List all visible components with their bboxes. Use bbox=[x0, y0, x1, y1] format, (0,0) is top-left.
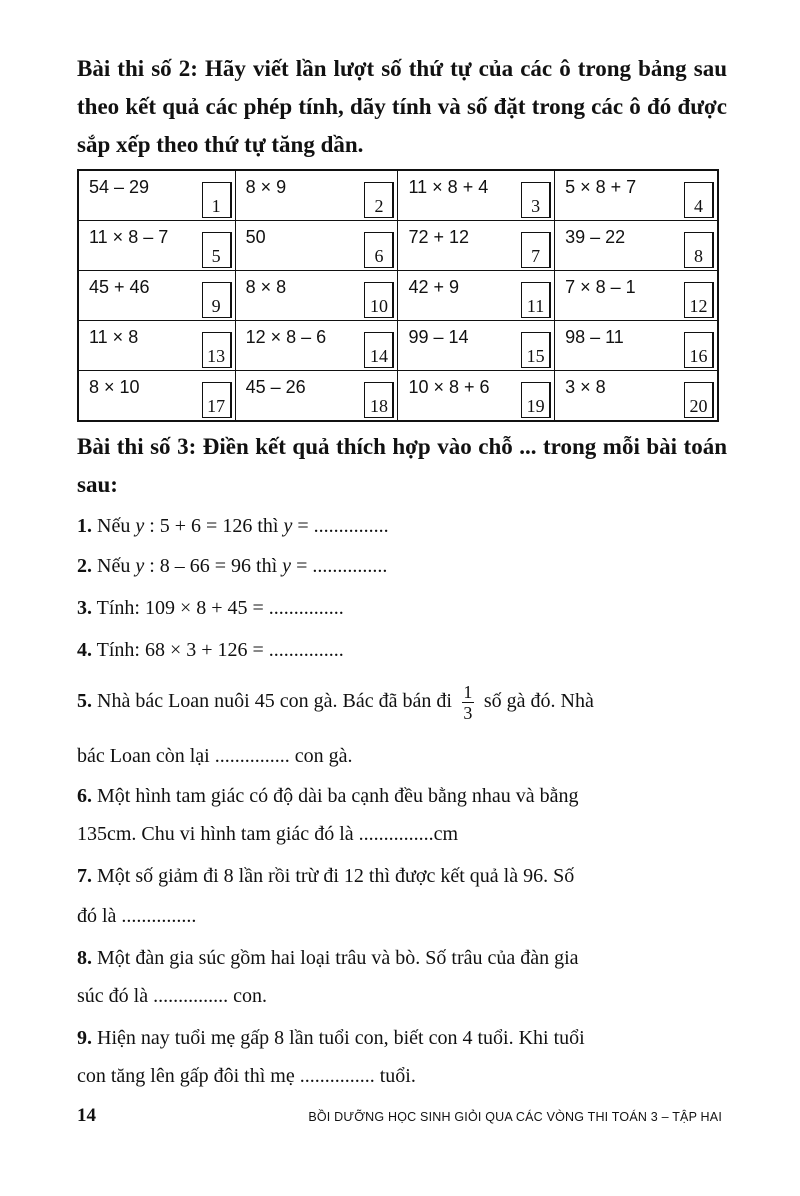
table-cell bbox=[398, 221, 555, 271]
page-footer bbox=[77, 1105, 722, 1127]
cell-order-number: 19 bbox=[521, 382, 551, 418]
table-cell bbox=[555, 321, 718, 371]
cell-order-number: 5 bbox=[202, 232, 232, 268]
cell-order-number: 16 bbox=[684, 332, 714, 368]
table-cell bbox=[555, 371, 718, 422]
problem-text: Một hình tam giác có độ dài ba cạnh đều bằng nhau và bằng bbox=[92, 785, 579, 807]
answer-blank: = ............... bbox=[292, 515, 389, 537]
cell-order-number: 8 bbox=[684, 232, 714, 268]
section-3-heading: Bài thi số 3: Điền kết quả thích hợp vào chỗ ... trong mỗi bài toán sau: bbox=[77, 434, 727, 497]
answer-blank: = ............... bbox=[291, 555, 388, 577]
table-row bbox=[78, 371, 718, 422]
table-cell bbox=[235, 170, 398, 221]
problem-number: 2. bbox=[77, 555, 92, 577]
cell-order-number: 20 bbox=[684, 382, 714, 418]
table-cell bbox=[235, 271, 398, 321]
cell-order-number: 9 bbox=[202, 282, 232, 318]
cell-expression: 8 × 9 bbox=[245, 177, 287, 197]
cell-order-number: 15 bbox=[521, 332, 551, 368]
problem-2 bbox=[77, 548, 722, 584]
expression-table bbox=[77, 169, 719, 422]
table-cell bbox=[398, 271, 555, 321]
problem-text: Một số giảm đi 8 lần rồi trừ đi 12 thì được kết quả là 96. Số bbox=[92, 865, 575, 887]
cell-expression: 11 × 8 – 7 bbox=[89, 227, 169, 247]
table-cell bbox=[235, 221, 398, 271]
problem-5-line-1 bbox=[77, 682, 722, 723]
problem-3 bbox=[77, 590, 722, 626]
cell-expression: 12 × 8 – 6 bbox=[245, 327, 327, 347]
problem-8-line-2: súc đó là ............... con. bbox=[77, 985, 267, 1007]
table-cell bbox=[398, 321, 555, 371]
problem-4 bbox=[77, 632, 722, 668]
cell-order-number: 13 bbox=[202, 332, 232, 368]
expression-table-body bbox=[78, 170, 718, 421]
cell-order-number: 3 bbox=[521, 182, 551, 218]
table-cell bbox=[78, 271, 235, 321]
cell-order-number: 18 bbox=[364, 382, 394, 418]
problem-7-line-2: đó là ............... bbox=[77, 905, 197, 927]
cell-expression: 8 × 8 bbox=[245, 277, 287, 297]
cell-expression: 99 – 14 bbox=[408, 327, 469, 347]
problem-text: Nếu bbox=[92, 515, 136, 537]
table-cell bbox=[398, 371, 555, 422]
fraction-numerator: 1 bbox=[463, 682, 473, 702]
problem-text: số gà đó. Nhà bbox=[483, 690, 594, 713]
cell-order-number: 4 bbox=[684, 182, 714, 218]
cell-expression: 10 × 8 + 6 bbox=[408, 377, 490, 397]
table-row bbox=[78, 321, 718, 371]
cell-expression: 42 + 9 bbox=[408, 277, 460, 297]
problem-text: Nhà bác Loan nuôi 45 con gà. Bác đã bán đi bbox=[92, 690, 452, 713]
problem-6-line-1 bbox=[77, 778, 722, 814]
table-cell bbox=[78, 221, 235, 271]
table-row bbox=[78, 221, 718, 271]
cell-expression: 5 × 8 + 7 bbox=[565, 177, 637, 197]
problem-7-line-1 bbox=[77, 858, 722, 894]
table-cell bbox=[555, 271, 718, 321]
table-cell bbox=[555, 170, 718, 221]
cell-expression: 39 – 22 bbox=[565, 227, 626, 247]
problem-number: 8. bbox=[77, 947, 92, 969]
table-cell bbox=[78, 321, 235, 371]
problem-1 bbox=[77, 508, 722, 544]
cell-order-number: 7 bbox=[521, 232, 551, 268]
problem-text: : 5 + 6 = 126 thì bbox=[144, 515, 284, 537]
fraction-one-third bbox=[462, 682, 474, 723]
table-row bbox=[78, 271, 718, 321]
cell-order-number: 10 bbox=[364, 282, 394, 318]
variable-y: y bbox=[283, 515, 293, 537]
cell-expression: 50 bbox=[245, 227, 266, 247]
cell-expression: 11 × 8 bbox=[89, 327, 139, 347]
cell-expression: 45 + 46 bbox=[89, 277, 150, 297]
cell-expression: 72 + 12 bbox=[408, 227, 470, 247]
page-number: 14 bbox=[77, 1105, 96, 1126]
problem-number: 4. bbox=[77, 639, 92, 661]
problem-9-line-1 bbox=[77, 1020, 722, 1056]
cell-order-number: 6 bbox=[364, 232, 394, 268]
table-cell bbox=[235, 321, 398, 371]
cell-order-number: 12 bbox=[684, 282, 714, 318]
cell-order-number: 1 bbox=[202, 182, 232, 218]
variable-y: y bbox=[135, 555, 145, 577]
cell-order-number: 11 bbox=[521, 282, 551, 318]
section-2-heading: Bài thi số 2: Hãy viết lần lượt số thứ tự của các ô trong bảng sau theo kết quả các phép tính, dãy tính và số đặt trong các ô đó được sắp xếp theo thứ tự tăng dần. bbox=[77, 56, 727, 157]
problem-number: 1. bbox=[77, 515, 92, 537]
table-cell bbox=[398, 170, 555, 221]
variable-y: y bbox=[282, 555, 292, 577]
cell-expression: 3 × 8 bbox=[565, 377, 606, 397]
cell-expression: 11 × 8 + 4 bbox=[408, 177, 489, 197]
table-row bbox=[78, 170, 718, 221]
problem-5-line-2: bác Loan còn lại ............... con gà. bbox=[77, 745, 353, 767]
table-cell bbox=[78, 170, 235, 221]
problem-6-line-2: 135cm. Chu vi hình tam giác đó là ...............cm bbox=[77, 823, 459, 845]
problem-text: Hiện nay tuổi mẹ gấp 8 lần tuổi con, biết con 4 tuổi. Khi tuổi bbox=[92, 1027, 585, 1049]
cell-order-number: 2 bbox=[364, 182, 394, 218]
problem-number: 6. bbox=[77, 785, 92, 807]
problem-text: Tính: 68 × 3 + 126 = ............... bbox=[92, 639, 344, 661]
cell-expression: 8 × 10 bbox=[89, 377, 140, 397]
cell-order-number: 17 bbox=[202, 382, 232, 418]
cell-expression: 98 – 11 bbox=[565, 327, 624, 347]
problem-9-line-2: con tăng lên gấp đôi thì mẹ ............... tuổi. bbox=[77, 1065, 416, 1087]
cell-expression: 45 – 26 bbox=[245, 377, 306, 397]
table-cell bbox=[235, 371, 398, 422]
table-cell bbox=[78, 371, 235, 422]
problem-text: Tính: 109 × 8 + 45 = ............... bbox=[92, 597, 344, 619]
problem-text: Một đàn gia súc gồm hai loại trâu và bò. Số trâu của đàn gia bbox=[92, 947, 579, 969]
problem-text: Nếu bbox=[92, 555, 136, 577]
problem-number: 9. bbox=[77, 1027, 92, 1049]
fraction-denominator: 3 bbox=[463, 703, 473, 723]
problem-number: 5. bbox=[77, 690, 92, 713]
cell-expression: 54 – 29 bbox=[89, 177, 150, 197]
problem-number: 7. bbox=[77, 865, 92, 887]
cell-order-number: 14 bbox=[364, 332, 394, 368]
table-cell bbox=[555, 221, 718, 271]
problem-8-line-1 bbox=[77, 940, 722, 976]
book-title: BỒI DƯỠNG HỌC SINH GIỎI QUA CÁC VÒNG THI TOÁN 3 – TẬP HAI bbox=[308, 1110, 722, 1124]
cell-expression: 7 × 8 – 1 bbox=[565, 277, 636, 297]
problem-text: : 8 – 66 = 96 thì bbox=[144, 555, 283, 577]
problem-number: 3. bbox=[77, 597, 92, 619]
variable-y: y bbox=[135, 515, 145, 537]
